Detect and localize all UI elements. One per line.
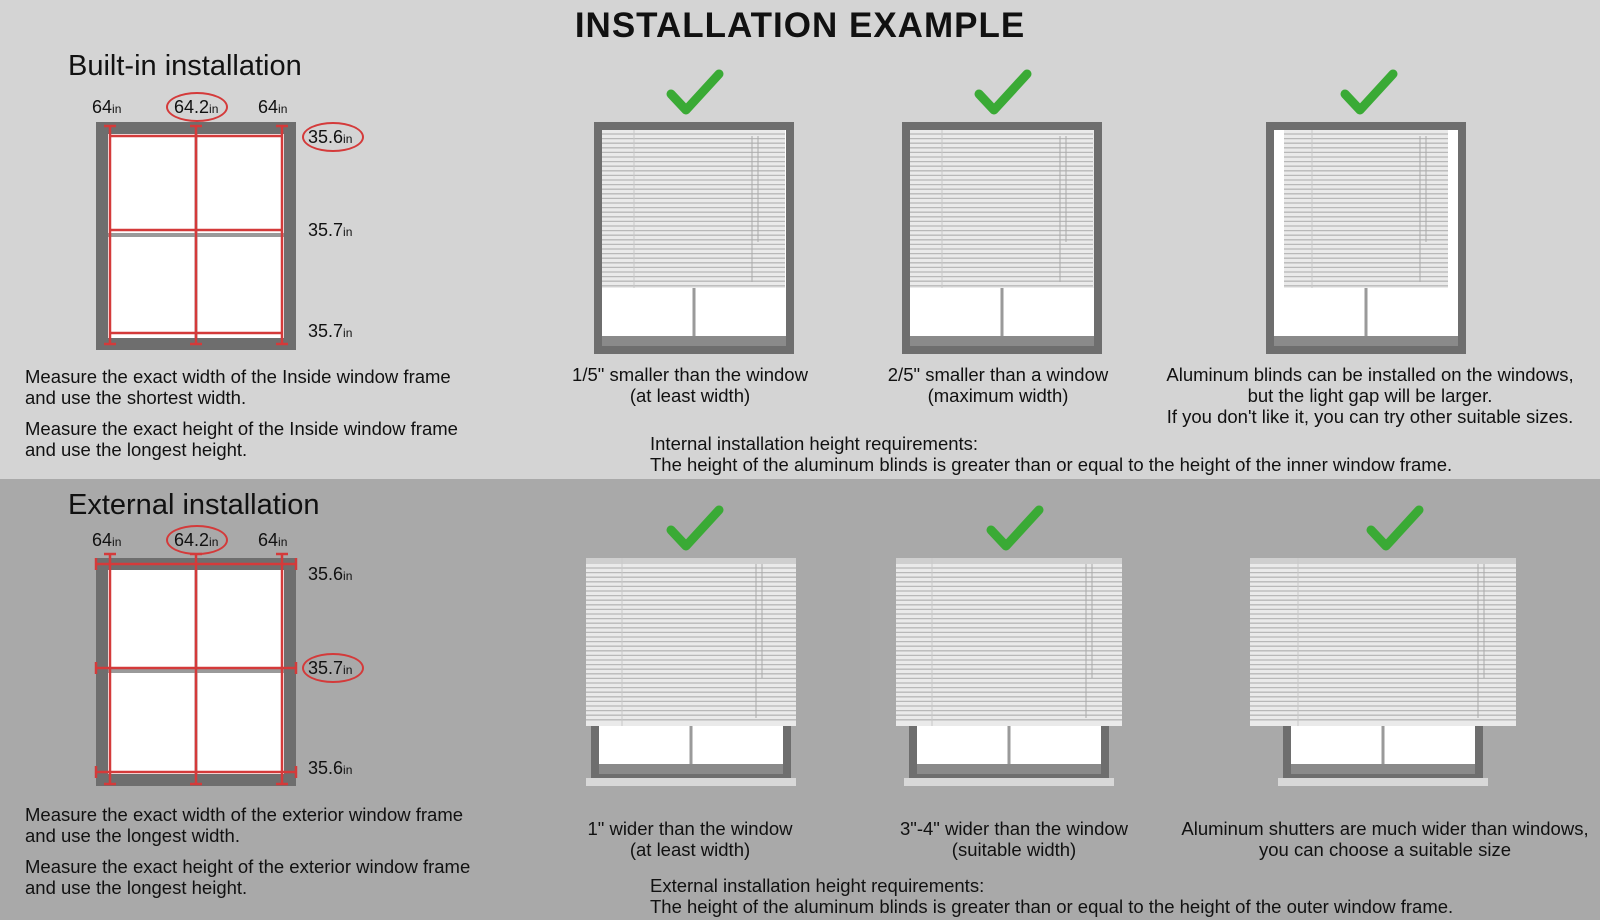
check-icon xyxy=(668,70,722,116)
builtin-example-window-2 xyxy=(902,122,1102,354)
external-height-instruction: Measure the exact height of the exterior window frame and use the longest height. xyxy=(25,856,471,898)
external-width-instruction: Measure the exact width of the exterior window frame and use the longest width. xyxy=(25,804,464,846)
check-icon xyxy=(1342,70,1396,116)
builtin-height-label-middle: 35.7in xyxy=(308,220,353,240)
builtin-example-window-3 xyxy=(1266,122,1466,354)
external-example-window-2 xyxy=(896,558,1122,788)
external-measurement-window xyxy=(96,558,296,786)
builtin-measurement-window xyxy=(96,122,296,350)
external-heading: External installation xyxy=(68,489,320,521)
builtin-width-instruction: Measure the exact width of the Inside window frame and use the shortest width. xyxy=(25,366,451,408)
external-height-label-bottom: 35.6in xyxy=(308,758,353,778)
external-width-label-left: 64in xyxy=(92,530,122,550)
builtin-height-label-top: 35.6in xyxy=(308,127,353,147)
external-height-label-middle: 35.7in xyxy=(308,658,353,678)
builtin-height-instruction: Measure the exact height of the Inside window frame and use the longest height. xyxy=(25,418,458,460)
builtin-circled-height-marker xyxy=(302,122,364,152)
external-height-label-top: 35.6in xyxy=(308,564,353,584)
page-title: INSTALLATION EXAMPLE xyxy=(574,6,1026,45)
external-example-caption-1: 1" wider than the window (at least width) xyxy=(587,818,793,860)
external-width-label-center: 64.2in xyxy=(174,530,219,550)
builtin-width-label-left: 64in xyxy=(92,97,122,117)
external-width-label-right: 64in xyxy=(258,530,288,550)
external-height-requirement: External installation height requirements: The height of the aluminum blinds is greater than or equal to the height of the outer window frame. xyxy=(650,875,1454,917)
builtin-heading: Built-in installation xyxy=(68,50,302,82)
builtin-width-label-right: 64in xyxy=(258,97,288,117)
external-example-caption-2: 3"-4" wider than the window (suitable width) xyxy=(899,818,1129,860)
check-icon xyxy=(668,506,722,552)
builtin-example-caption-2: 2/5" smaller than a window (maximum width) xyxy=(887,364,1109,406)
check-icon xyxy=(1368,506,1422,552)
check-icon xyxy=(976,70,1030,116)
builtin-height-requirement: Internal installation height requirements: The height of the aluminum blinds is greater than or equal to the height of the inner window frame. xyxy=(650,433,1453,475)
external-example-window-3 xyxy=(1250,558,1516,788)
builtin-example-caption-1: 1/5" smaller than the window (at least width) xyxy=(572,364,808,406)
builtin-example-caption-3: Aluminum blinds can be installed on the windows, but the light gap will be larger. If you don't like it, you can try other suitable sizes. xyxy=(1166,364,1574,427)
builtin-width-label-center: 64.2in xyxy=(174,97,219,117)
builtin-example-window-1 xyxy=(594,122,794,354)
builtin-circled-width-marker xyxy=(166,92,228,122)
external-circled-height-marker xyxy=(302,653,364,683)
external-circled-width-marker xyxy=(166,525,228,555)
external-example-window-1 xyxy=(586,558,796,788)
external-example-caption-3: Aluminum shutters are much wider than windows, you can choose a suitable size xyxy=(1181,818,1589,860)
check-icon xyxy=(988,506,1042,552)
builtin-height-label-bottom: 35.7in xyxy=(308,321,353,341)
